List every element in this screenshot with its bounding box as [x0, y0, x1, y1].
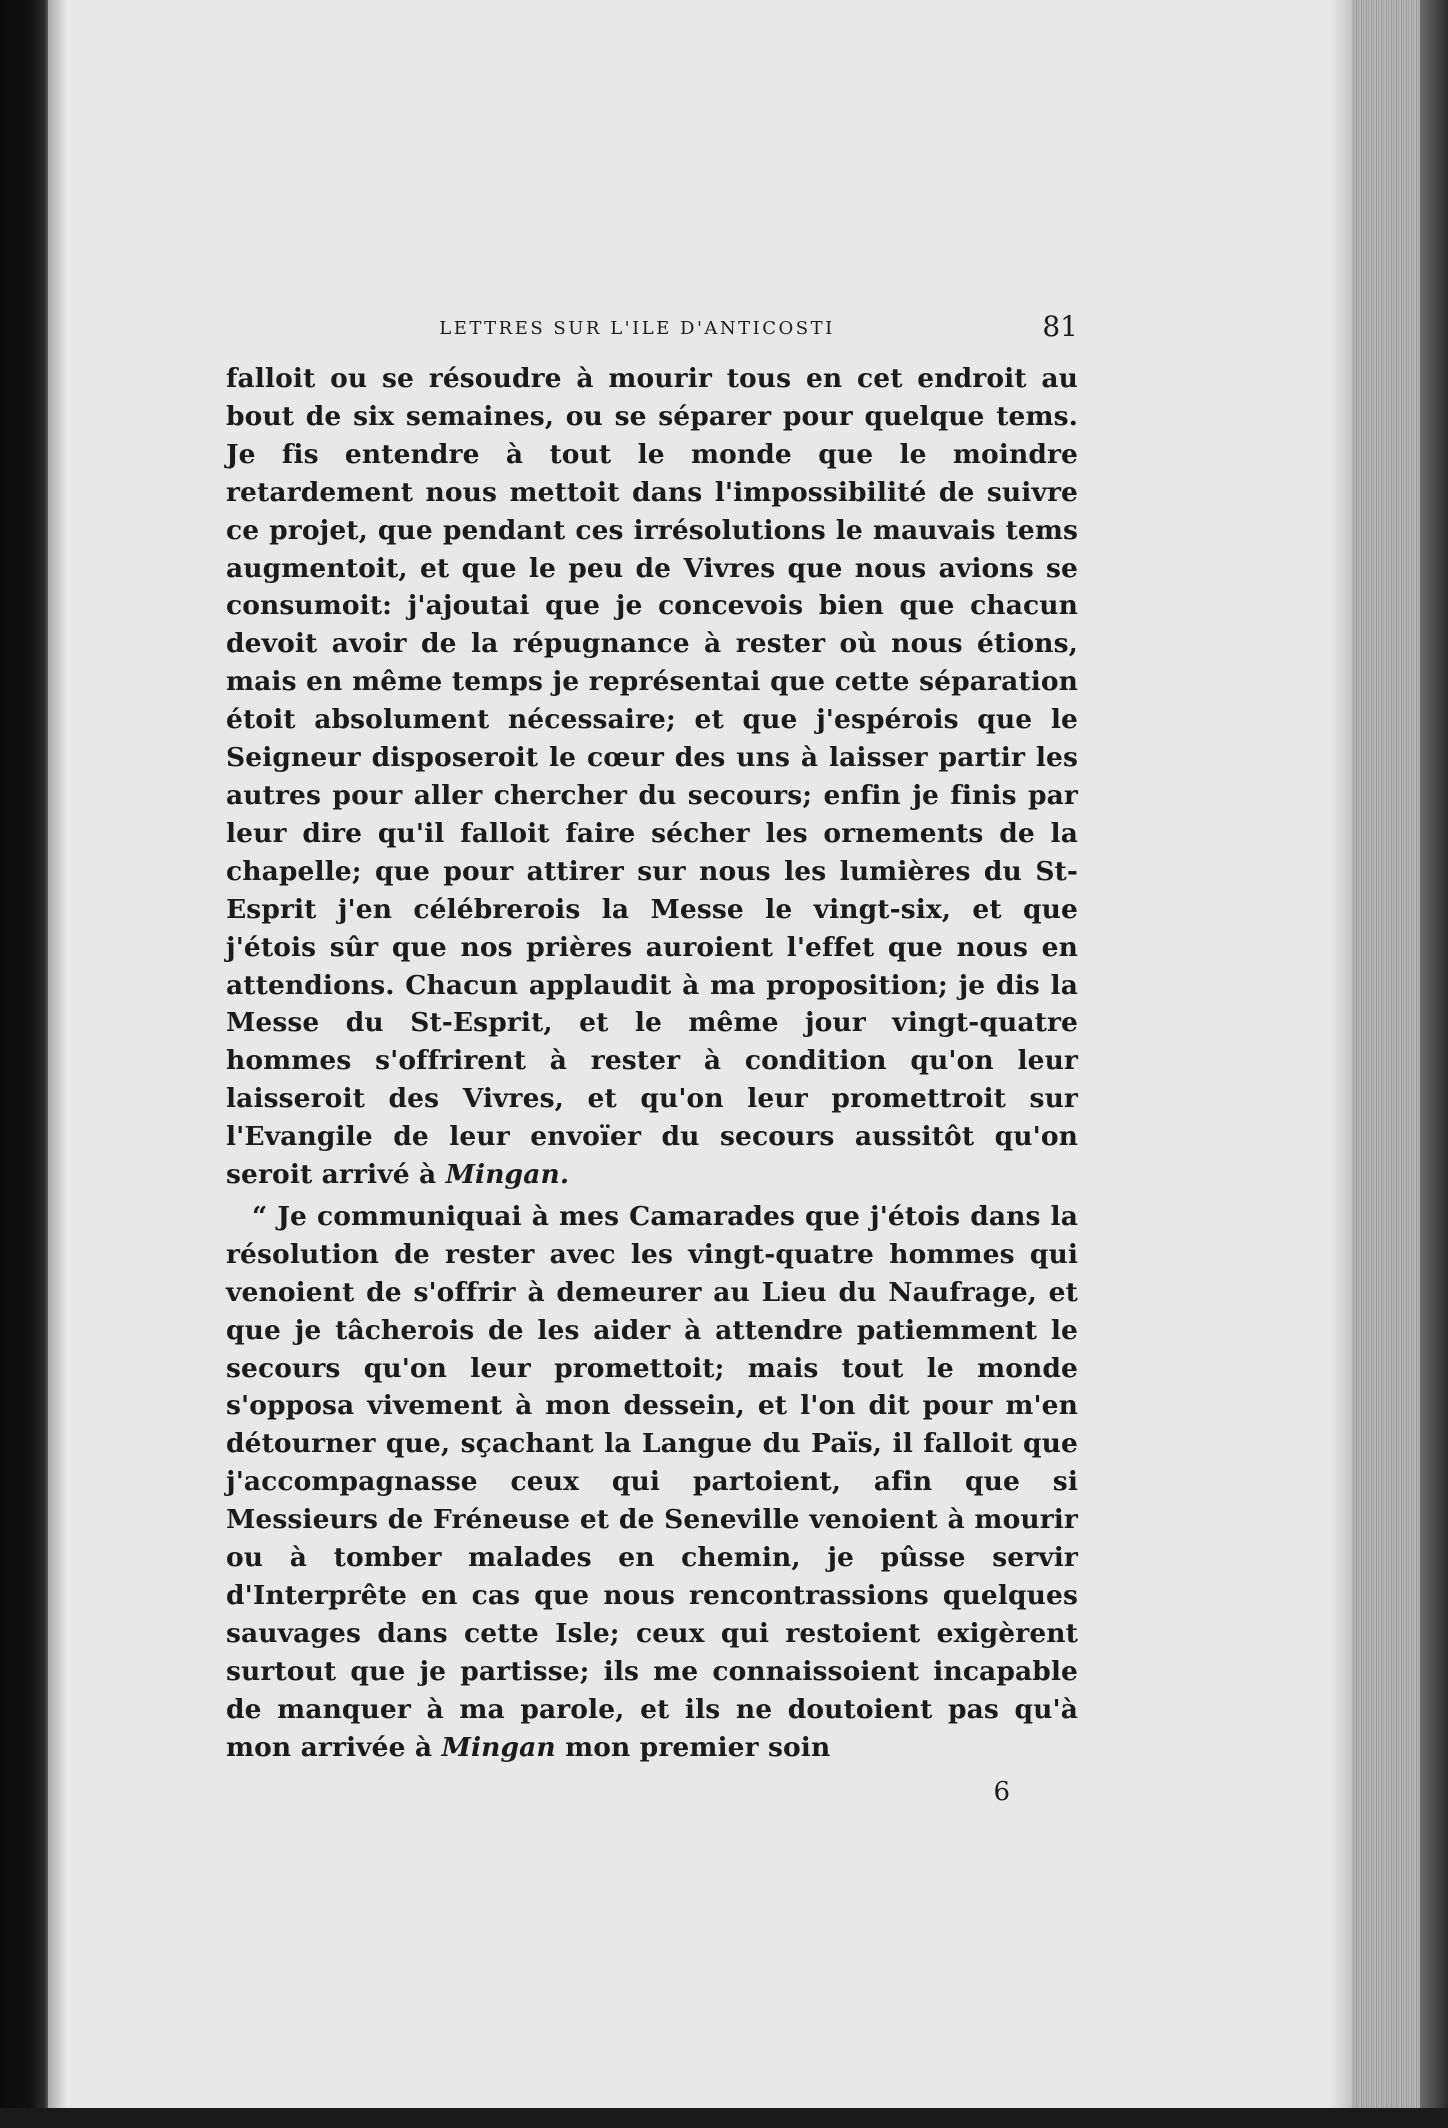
paragraph-2-text: “ Je communiquai à mes Camarades que j'étois dans la résolution de rester avec les vingt-quatre hommes qui venoient de s'offrir à demeurer au Lieu du Naufrage, et que je tâcherois de les aider à attendre patiemment le secours qu'on leur promettoit; mais tout le monde s'opposa vivement à mon dessein, et l'on dit pour m'en détourner que, sçachant la Langue du Païs, il falloit que j'accompagnasse ceux qui partoient, afin que si Messieurs de Fréneuse et de Seneville venoient à mourir ou à tomber malades en chemin, je pûsse servir d'Interprête en cas que nous rencontrassions quelques sauvages dans cette Isle; ceux qui restoient exigèrent surtout que je partisse; ils me connaissoient incapable de manquer à ma parole, et ils ne doutoient pas qu'à mon arrivée à: [226, 1200, 1078, 1763]
signature-mark: 6: [993, 1776, 1010, 1807]
book-page: [226, 300, 1078, 1807]
paragraph-2: [226, 1198, 1078, 1767]
running-title: LETTRES SUR L'ILE D'ANTICOSTI: [439, 318, 835, 339]
bottom-edge: [0, 2108, 1448, 2128]
running-head: [226, 300, 1078, 360]
page-number: 81: [1042, 310, 1078, 343]
body-text: [226, 360, 1078, 1767]
gutter-shadow: [48, 0, 66, 2128]
paragraph-1: [226, 360, 1078, 1194]
outer-edge: [1420, 0, 1448, 2128]
paragraph-1-text: falloit ou se résoudre à mourir tous en cet endroit au bout de six semaines, ou se séparer pour quelque tems. Je fis entendre à tout le monde que le moindre retardement nous mettoit dans l'impossibilité de suivre ce projet, que pendant ces irrésolutions le mauvais tems augmentoit, et que le peu de Vivres que nous avions se consumoit: j'ajoutai que je concevois bien que chacun devoit avoir de la répugnance à rester où nous étions, mais en même temps je représentai que cette séparation étoit absolument nécessaire; et que j'espérois que le Seigneur disposeroit le cœur des uns à laisser partir les autres pour aller chercher du secours; enfin je finis par leur dire qu'il falloit faire sécher les ornements de la chapelle; que pour attirer sur nous les lumières du St-Esprit j'en célébrerois la Messe le vingt-six, et que j'étois sûr que nos prières auroient l'effet que nous en attendions. Chacun applaudit à ma proposition; je dis la Messe du St-Esprit, et le même jour vingt-quatre hommes s'offrirent à rester à condition qu'on leur laisseroit des Vivres, et qu'on leur promettroit sur l'Evangile de leur envoïer du secours aussitôt qu'on seroit arrivé à: [226, 363, 1078, 1191]
place-name-italic: Mingan: [441, 1731, 556, 1763]
binding-edge: [0, 0, 48, 2128]
paragraph-2-tail: mon premier soin: [565, 1731, 831, 1763]
place-name-italic: Mingan.: [445, 1159, 570, 1191]
